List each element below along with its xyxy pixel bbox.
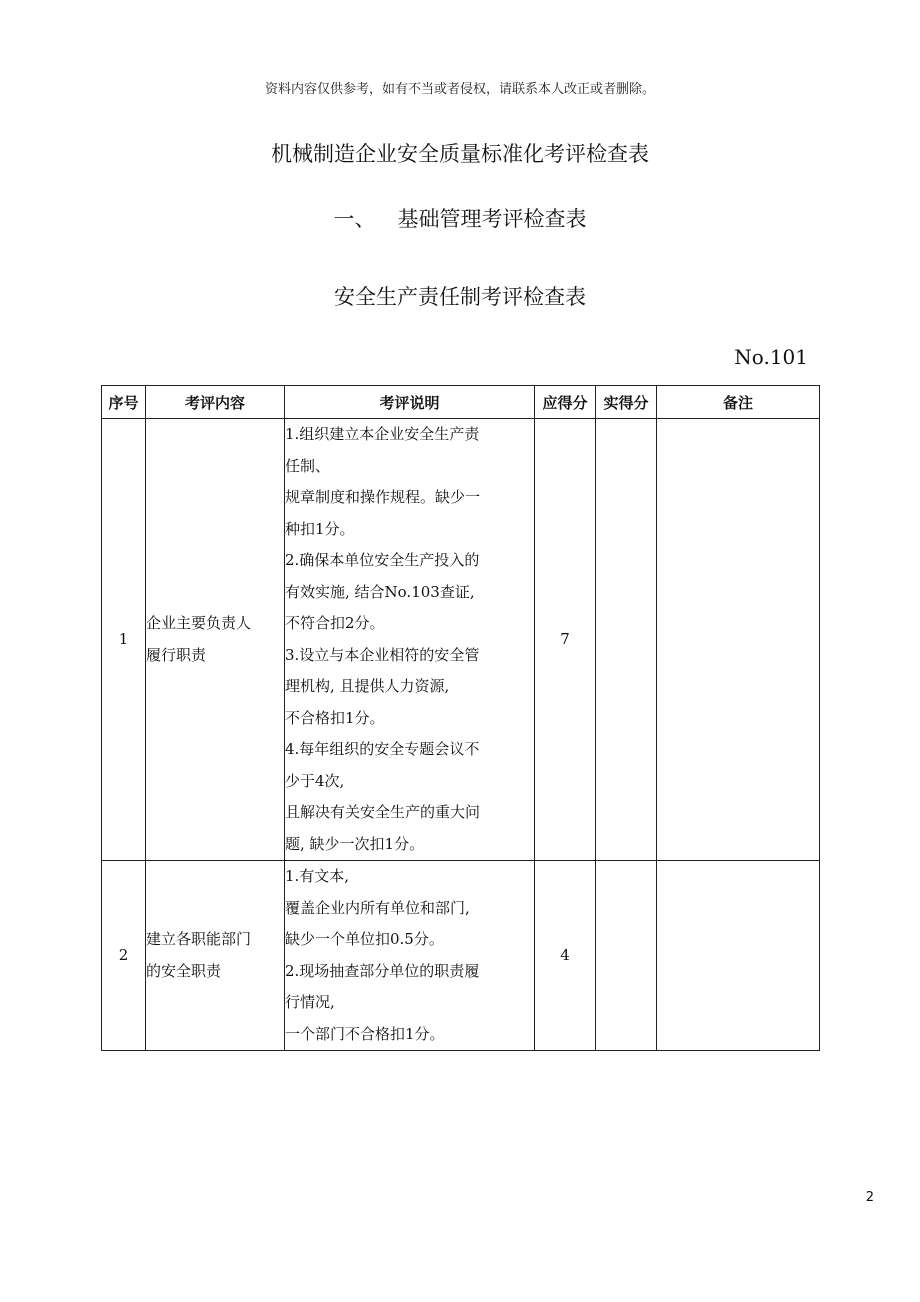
row-description	[285, 419, 535, 861]
content-line: 的安全职责	[146, 961, 222, 980]
content-line: 企业主要负责人	[146, 614, 252, 632]
header-content: 考评内容	[146, 386, 285, 419]
row-score: 4	[535, 861, 596, 1051]
table-row	[102, 861, 820, 1051]
description-line: 规章制度和操作规程。缺少一	[285, 488, 481, 506]
row-content	[146, 861, 285, 1051]
document-number: No.101	[734, 345, 808, 369]
description-line: 一个部门不合格扣1分。	[285, 1024, 445, 1043]
description-line: 且解决有关安全生产的重大问	[285, 803, 481, 821]
description-line: 有效实施, 结合No.103查证,	[285, 582, 475, 601]
description-line: 题, 缺少一次扣1分。	[285, 834, 425, 853]
content-line: 履行职责	[146, 645, 207, 664]
main-title: 机械制造企业安全质量标准化考评检查表	[271, 142, 649, 166]
description-line: 2.确保本单位安全生产投入的	[285, 551, 480, 569]
header-serial: 序号	[102, 386, 146, 419]
row-score: 7	[535, 419, 596, 861]
description-line: 1.有文本,	[285, 867, 350, 885]
description-line: 行情况,	[285, 993, 335, 1011]
header-score: 应得分	[535, 386, 596, 419]
description-line: 缺少一个单位扣0.5分。	[285, 930, 444, 948]
row-remark[interactable]	[657, 861, 820, 1051]
description-line: 不合格扣1分。	[285, 708, 385, 727]
header-actual: 实得分	[596, 386, 657, 419]
description-line: 种扣1分。	[285, 519, 355, 538]
section-heading	[0, 203, 920, 233]
page-number: 2	[865, 1190, 874, 1205]
row-remark[interactable]	[657, 419, 820, 861]
header-remark: 备注	[657, 386, 820, 419]
row-serial: 1	[102, 419, 146, 861]
section-title: 基础管理考评检查表	[397, 207, 587, 231]
table-header-row	[102, 386, 820, 419]
row-actual-score[interactable]	[596, 861, 657, 1051]
description-line: 2.现场抽查部分单位的职责履	[285, 961, 480, 980]
row-serial: 2	[102, 861, 146, 1051]
row-description	[285, 861, 535, 1051]
section-number: 一、	[333, 207, 376, 231]
description-line: 少于4次,	[285, 771, 345, 790]
sub-title: 安全生产责任制考评检查表	[334, 285, 586, 309]
row-content	[146, 419, 285, 861]
header-description: 考评说明	[285, 386, 535, 419]
description-line: 理机构, 且提供人力资源,	[285, 677, 450, 695]
content-line: 建立各职能部门	[146, 930, 252, 948]
description-line: 不符合扣2分。	[285, 614, 385, 632]
row-actual-score[interactable]	[596, 419, 657, 861]
disclaimer-note: 资料内容仅供参考，如有不当或者侵权，请联系本人改正或者删除。	[264, 82, 655, 97]
description-line: 覆盖企业内所有单位和部门,	[285, 898, 470, 917]
table-row	[102, 419, 820, 861]
description-line: 4.每年组织的安全专题会议不	[285, 740, 480, 758]
description-line: 3.设立与本企业相符的安全管	[285, 645, 480, 664]
description-line: 1.组织建立本企业安全生产责	[285, 425, 480, 443]
description-line: 任制、	[285, 456, 331, 475]
evaluation-table	[101, 385, 820, 1051]
